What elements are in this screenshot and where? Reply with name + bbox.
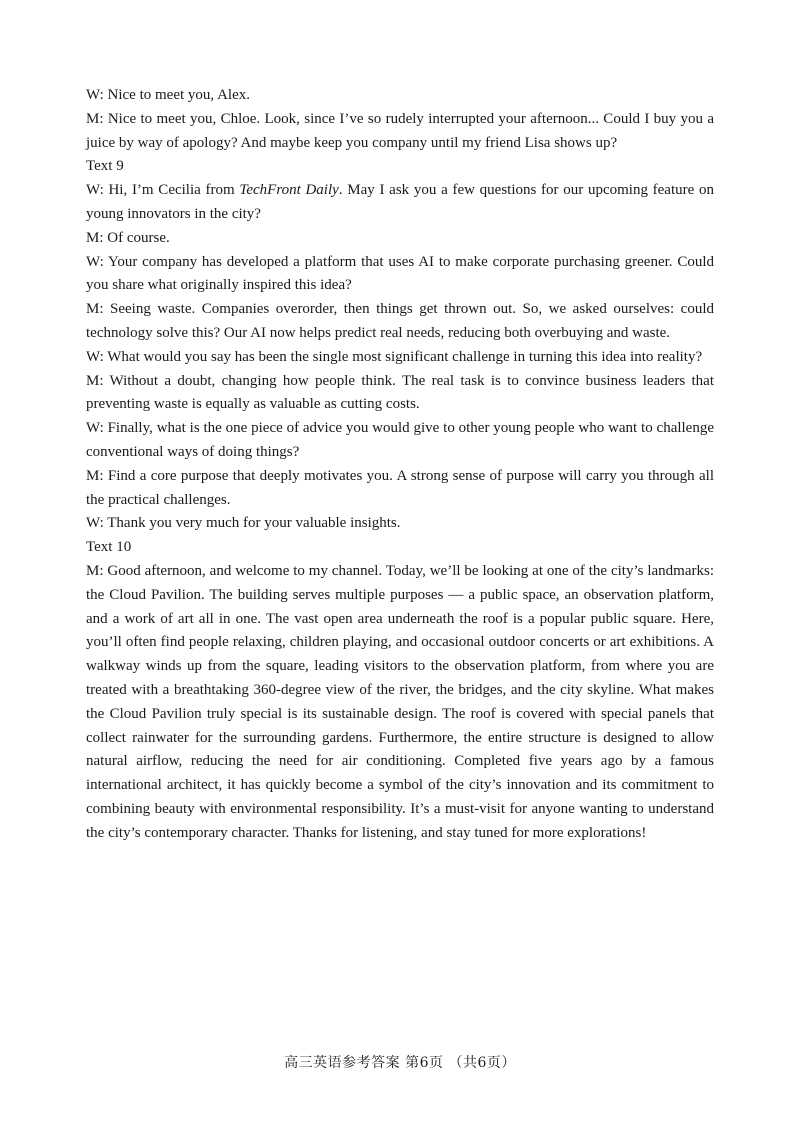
dialogue-line-w-introduction [86, 179, 714, 227]
dialogue-line-w-challenge-question: W: What would you say has been the single most significant challenge in turning this idea into reality? [86, 348, 703, 365]
transcript-body [86, 84, 714, 846]
dialogue-line-w-platform-question: W: Your company has developed a platform that uses AI to make corporate purchasing greener. Could you share what originally inspired this idea? [86, 253, 714, 294]
dialogue-line-m-core-purpose: M: Find a core purpose that deeply motivates you. A strong sense of purpose will carry you through all the practical challenges. [86, 467, 714, 508]
dialogue-line-m-of-course: M: Of course. [86, 229, 170, 246]
monologue-cloud-pavilion: M: Good afternoon, and welcome to my channel. Today, we’ll be looking at one of the city’s landmarks: the Cloud Pavilion. The building serves multiple purposes — a public space, an observation platform, and a work of art all in one. The vast open area underneath the roof is a popular public square. Here, you’ll often find people relaxing, children playing, and occasional outdoor concerts or art exhibitions. A walkway winds up from the square, leading visitors to the observation platform, from where you are treated with a breathtaking 360-degree view of the river, the bridges, and the city skyline. What makes the Cloud Pavilion truly special is its sustainable design. The roof is covered with special panels that collect rainwater for the surrounding gardens. Furthermore, the entire structure is designed to allow natural airflow, reducing the need for air conditioning. Completed five years ago by a famous international architect, it has quickly become a symbol of the city’s innovation and its commitment to combining beauty with environmental responsibility. It’s a must-visit for anyone wanting to understand the city’s contemporary character. Thanks for listening, and stay tuned for more explorations! [86, 562, 714, 841]
dialogue-line-m-seeing-waste: M: Seeing waste. Companies overorder, then things get thrown out. So, we asked ourselves: could technology solve this? Our AI now helps predict real needs, reducing both overbuying and waste. [86, 301, 714, 341]
dialogue-line-w-thanks: W: Thank you very much for your valuable insights. [86, 515, 401, 532]
dialogue-line-w-greeting: W: Nice to meet you, Alex. [86, 87, 250, 103]
publication-name: TechFront Daily [239, 182, 339, 199]
intro-text-start: W: Hi, I’m Cecilia from [86, 182, 240, 199]
dialogue-line-m-changing-thinking: M: Without a doubt, changing how people think. The real task is to convince business leaders that preventing waste is equally as valuable as cutting costs. [86, 372, 714, 413]
page-footer: 高三英语参考答案 第6页 （共6页） [284, 1055, 516, 1071]
dialogue-line-m-apology: M: Nice to meet you, Chloe. Look, since I’ve so rudely interrupted your afternoon... Could I buy you a juice by way of apology? And maybe keep you company until my friend Lisa shows up? [86, 110, 714, 151]
section-heading-text-9: Text 9 [86, 158, 124, 175]
intro-text-end: . May I ask you a few questions for our upcoming feature on young innovators in the city? [86, 182, 714, 222]
section-heading-text-10: Text 10 [86, 539, 132, 556]
dialogue-line-w-advice-question: W: Finally, what is the one piece of advice you would give to other young people who want to challenge conventional ways of doing things? [86, 420, 714, 460]
